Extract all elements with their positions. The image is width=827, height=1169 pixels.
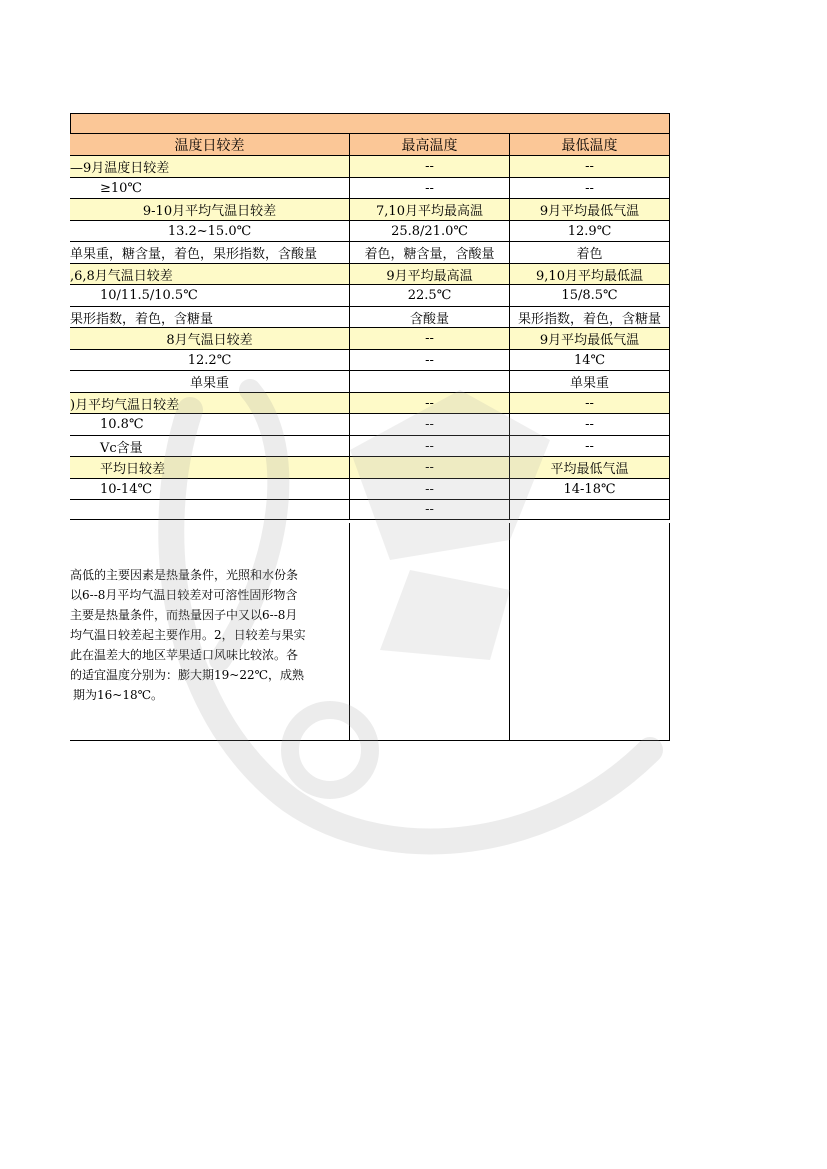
table-cell-col2[interactable]: -- bbox=[350, 500, 510, 520]
note-line: 以6--8月平均气温日较差对可溶性固形物含 bbox=[70, 588, 298, 602]
table-cell-col3[interactable]: 果形指数，着色，含糖量 bbox=[510, 307, 670, 328]
table-cell-col3[interactable]: -- bbox=[510, 178, 670, 199]
table-cell-col2[interactable]: -- bbox=[350, 457, 510, 479]
table-cell-col3[interactable]: 9月平均最低气温 bbox=[510, 328, 670, 350]
table-cell-col3[interactable]: 15/8.5℃ bbox=[510, 285, 670, 307]
table-row bbox=[70, 178, 671, 199]
table-cell-col2[interactable]: -- bbox=[350, 156, 510, 178]
table-row bbox=[70, 264, 671, 285]
table-row bbox=[70, 414, 671, 436]
header-min-temp: 最低温度 bbox=[510, 134, 670, 156]
table-cell-col2[interactable]: 含酸量 bbox=[350, 307, 510, 328]
table-row bbox=[70, 436, 671, 457]
table-cell-col1[interactable]: 13.2~15.0℃ bbox=[70, 221, 350, 242]
table-cell-col1[interactable] bbox=[70, 500, 350, 520]
title-banner bbox=[70, 113, 670, 134]
table-cell-col1[interactable]: ≥10℃ bbox=[70, 178, 350, 199]
notes-empty-cell-2 bbox=[350, 523, 510, 741]
table-cell-col2[interactable]: -- bbox=[350, 479, 510, 500]
table-cell-col3[interactable]: -- bbox=[510, 156, 670, 178]
table-cell-col2[interactable]: -- bbox=[350, 178, 510, 199]
table-row bbox=[70, 221, 671, 242]
table-cell-col3[interactable]: -- bbox=[510, 414, 670, 436]
table-cell-col2[interactable]: 22.5℃ bbox=[350, 285, 510, 307]
table-cell-col1[interactable]: 10.8℃ bbox=[70, 414, 350, 436]
table-cell-col1[interactable]: 平均日较差 bbox=[70, 457, 350, 479]
table-row bbox=[70, 371, 671, 393]
table-cell-col2[interactable]: -- bbox=[350, 436, 510, 457]
table-cell-col1[interactable]: 10-14℃ bbox=[70, 479, 350, 500]
table-cell-col3[interactable]: 单果重 bbox=[510, 371, 670, 393]
table-cell-col2[interactable]: -- bbox=[350, 414, 510, 436]
header-temp-diff: 温度日较差 bbox=[70, 134, 350, 156]
table-cell-col3[interactable]: -- bbox=[510, 436, 670, 457]
table-cell-col1[interactable]: 果形指数，着色，含糖量 bbox=[70, 307, 350, 328]
note-line: 期为16~18℃。 bbox=[73, 688, 164, 702]
table-cell-col2[interactable]: 7,10月平均最高温 bbox=[350, 199, 510, 221]
table-cell-col1[interactable]: 单果重 bbox=[70, 371, 350, 393]
table-cell-col3[interactable]: 9,10月平均最低温 bbox=[510, 264, 670, 285]
table-cell-col2[interactable]: 着色，糖含量，含酸量 bbox=[350, 242, 510, 264]
spreadsheet-page bbox=[70, 113, 671, 741]
table-cell-col3[interactable] bbox=[510, 500, 670, 520]
note-line: 主要是热量条件，而热量因子中又以6--8月 bbox=[70, 608, 298, 622]
note-line: 的适宜温度分别为：膨大期19~22℃，成熟 bbox=[70, 668, 305, 682]
note-line: 此在温差大的地区苹果适口风味比较浓。各 bbox=[70, 648, 299, 662]
table-cell-col1[interactable]: 8月气温日较差 bbox=[70, 328, 350, 350]
note-line: 高低的主要因素是热量条件，光照和水份条 bbox=[70, 568, 299, 582]
table-cell-col2[interactable]: 25.8/21.0℃ bbox=[350, 221, 510, 242]
note-line: 均气温日较差起主要作用。2，日较差与果实 bbox=[70, 628, 306, 642]
table-cell-col3[interactable]: -- bbox=[510, 393, 670, 414]
table-row bbox=[70, 156, 671, 178]
table-row bbox=[70, 393, 671, 414]
table-cell-col3[interactable]: 12.9℃ bbox=[510, 221, 670, 242]
table-row bbox=[70, 307, 671, 328]
table-cell-col3[interactable]: 14℃ bbox=[510, 350, 670, 371]
notes-empty-cell-3 bbox=[510, 523, 670, 741]
table-cell-col2[interactable]: 9月平均最高温 bbox=[350, 264, 510, 285]
table-cell-col1[interactable]: 9-10月平均气温日较差 bbox=[70, 199, 350, 221]
table-row bbox=[70, 199, 671, 221]
table-row bbox=[70, 500, 671, 520]
table-row bbox=[70, 350, 671, 371]
table-row bbox=[70, 479, 671, 500]
table-row bbox=[70, 328, 671, 350]
table-cell-col3[interactable]: 14-18℃ bbox=[510, 479, 670, 500]
table-cell-col3[interactable]: 平均最低气温 bbox=[510, 457, 670, 479]
table-row bbox=[70, 285, 671, 307]
table-cell-col1[interactable]: )月平均气温日较差 bbox=[70, 393, 350, 414]
table-cell-col1[interactable]: Vc含量 bbox=[70, 436, 350, 457]
table-cell-col3[interactable]: 9月平均最低气温 bbox=[510, 199, 670, 221]
header-max-temp: 最高温度 bbox=[350, 134, 510, 156]
table-header-row bbox=[70, 134, 671, 156]
table-cell-col1[interactable]: 12.2℃ bbox=[70, 350, 350, 371]
table-cell-col3[interactable]: 着色 bbox=[510, 242, 670, 264]
table-cell-col2[interactable]: -- bbox=[350, 393, 510, 414]
table-cell-col1[interactable]: 10/11.5/10.5℃ bbox=[70, 285, 350, 307]
table-cell-col1[interactable]: —9月温度日较差 bbox=[70, 156, 350, 178]
table-cell-col2[interactable] bbox=[350, 371, 510, 393]
table-row bbox=[70, 457, 671, 479]
table-cell-col2[interactable]: -- bbox=[350, 328, 510, 350]
table-row bbox=[70, 242, 671, 264]
notes-text bbox=[70, 565, 350, 705]
table-cell-col2[interactable]: -- bbox=[350, 350, 510, 371]
table-cell-col1[interactable]: 单果重，糖含量，着色，果形指数，含酸量 bbox=[70, 242, 350, 264]
table-cell-col1[interactable]: ,6,8月气温日较差 bbox=[70, 264, 350, 285]
